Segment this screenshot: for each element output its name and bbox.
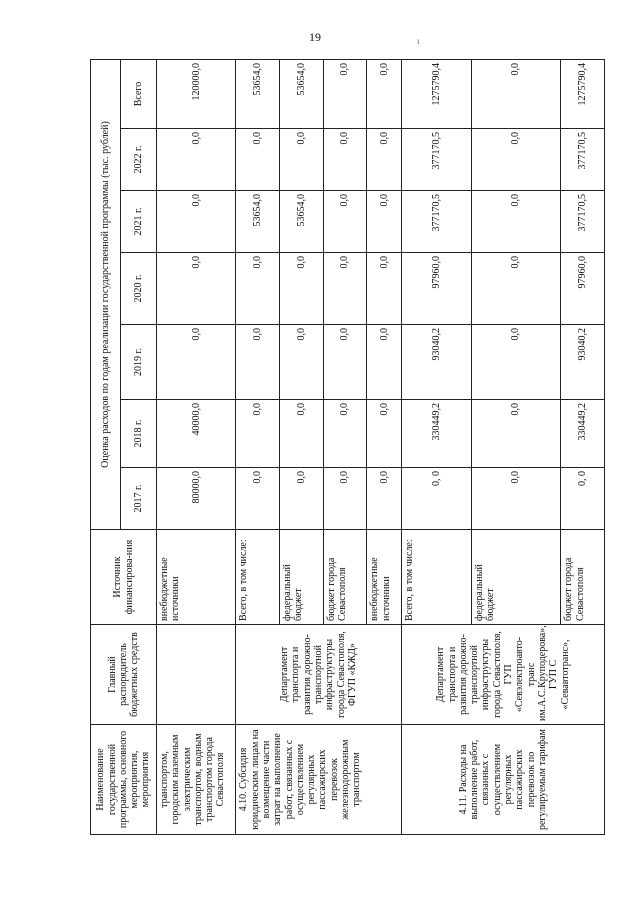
cell-value: 0,0: [157, 253, 236, 325]
cell-value: 97960,0: [561, 253, 605, 325]
cell-executor-4-10: Департамент транспорта и развития дорожно-транспортной инфраструктуры города Севастополя, ФГУП «КЖД»: [236, 625, 402, 725]
header-name: Наименование государственной программы, основного мероприятия, мероприятия: [91, 725, 157, 835]
cell-value: 0,0: [157, 325, 236, 400]
cell-value: 1275790,4: [561, 59, 605, 128]
rotated-table-container: [90, 60, 605, 835]
cell-value: 0,0: [157, 129, 236, 191]
cell-value: 1275790,4: [402, 59, 472, 128]
cell-value: 53654,0: [279, 59, 323, 128]
header-year-2022: 2022 г.: [121, 129, 157, 191]
cell-value: 0,0: [279, 468, 323, 530]
cell-value: 0,0: [367, 129, 402, 191]
cell-value: 120000,0: [157, 59, 236, 128]
cell-value: 330449,2: [402, 400, 472, 468]
cell-value: 0,0: [236, 325, 280, 400]
cell-value: 0,0: [236, 400, 280, 468]
cell-value: 0,0: [471, 59, 560, 128]
cell-value: 0,0: [279, 129, 323, 191]
cell-source: Всего, в том числе:: [236, 530, 280, 625]
cell-value: 377170,5: [402, 129, 472, 191]
cell-value: 0,0: [236, 468, 280, 530]
header-year-2017: 2017 г.: [121, 468, 157, 530]
cell-value: 0,0: [471, 468, 560, 530]
cell-value: 0,0: [323, 468, 367, 530]
cell-value: 0,0: [279, 253, 323, 325]
cell-executor-4-11: Департамент транспорта и развития дорожно-транспортной инфраструктуры города Севастополя, ГУП «Севэлектроавто-транс им.А.С.Круподерова», ГУП С «Севавтотранс»,: [402, 625, 605, 725]
cell-source: внебюджетные источники: [157, 530, 236, 625]
cell-source: федеральный бюджет: [279, 530, 323, 625]
table-row: [402, 59, 472, 834]
cell-value: 0,0: [367, 468, 402, 530]
table-row: [157, 59, 236, 834]
cell-value: 0,0: [367, 400, 402, 468]
cell-source: Всего, в том числе:: [402, 530, 472, 625]
cell-value: 0,0: [323, 59, 367, 128]
cell-value: 0,0: [323, 400, 367, 468]
cell-value: 0,0: [323, 191, 367, 253]
cell-value: 0,0: [323, 253, 367, 325]
header-year-2019: 2019 г.: [121, 325, 157, 400]
cell-value: 0,0: [471, 325, 560, 400]
cell-value: 0,0: [471, 253, 560, 325]
cell-value: 0,0: [236, 253, 280, 325]
cell-value: 0,0: [279, 325, 323, 400]
cell-value: 0,0: [367, 59, 402, 128]
page-mark: ɩ: [417, 36, 420, 46]
cell-source: федеральный бюджет: [471, 530, 560, 625]
cell-value: 53654,0: [279, 191, 323, 253]
cell-executor: [157, 625, 236, 725]
cell-value: 377170,5: [402, 191, 472, 253]
cell-value: 377170,5: [561, 129, 605, 191]
header-year-2018: 2018 г.: [121, 400, 157, 468]
header-year-2020: 2020 г.: [121, 253, 157, 325]
cell-name-4-10: 4.10. Субсидия юридическим лицам на возмещение части затрат на выполнение работ, связанных с осуществлением регулярных пассажирских перевозок железнодорожным транспортом: [236, 725, 402, 835]
cell-value: 0,0: [279, 400, 323, 468]
cell-value: 0,0: [471, 191, 560, 253]
header-source: Источник финансирова-ния: [91, 530, 157, 625]
cell-value: 97960,0: [402, 253, 472, 325]
cell-value: 0, 0: [402, 468, 472, 530]
cell-value: 0,0: [236, 129, 280, 191]
header-estimate: Оценка расходов по годам реализации государственной программы (тыс. рублей): [91, 59, 121, 529]
cell-name: транспортом, городским наземным электрическим транспортом, водным транспортом города Севастополя: [157, 725, 236, 835]
cell-value: 53654,0: [236, 191, 280, 253]
cell-value: 80000,0: [157, 468, 236, 530]
cell-value: 93040,2: [561, 325, 605, 400]
header-total: Всего: [121, 59, 157, 128]
cell-value: 0,0: [323, 129, 367, 191]
cell-value: 40000,0: [157, 400, 236, 468]
cell-source: бюджет города Севастополя: [323, 530, 367, 625]
page-number: 19: [309, 30, 321, 44]
cell-source: внебюджетные источники: [367, 530, 402, 625]
cell-value: 93040,2: [402, 325, 472, 400]
cell-value: 0,0: [367, 253, 402, 325]
financing-table: [90, 59, 605, 835]
header-year-2021: 2021 г.: [121, 191, 157, 253]
table-row: [236, 59, 280, 834]
cell-value: 0,0: [367, 191, 402, 253]
cell-value: 53654,0: [236, 59, 280, 128]
cell-value: 0,0: [471, 129, 560, 191]
cell-value: 330449,2: [561, 400, 605, 468]
cell-value: 0,0: [157, 191, 236, 253]
cell-value: 0,0: [367, 325, 402, 400]
cell-value: 0,0: [323, 325, 367, 400]
cell-value: 0, 0: [561, 468, 605, 530]
cell-value: 0,0: [471, 400, 560, 468]
cell-source: бюджет города Севастополя: [561, 530, 605, 625]
header-executor: Главный распорядитель бюджетных средств: [91, 625, 157, 725]
cell-value: 377170,5: [561, 191, 605, 253]
cell-name-4-11: 4.11. Расходы на выполнение работ, связанных с осуществлением регулярных пассажирских перевозок по регулируемым тарифам: [402, 725, 605, 835]
